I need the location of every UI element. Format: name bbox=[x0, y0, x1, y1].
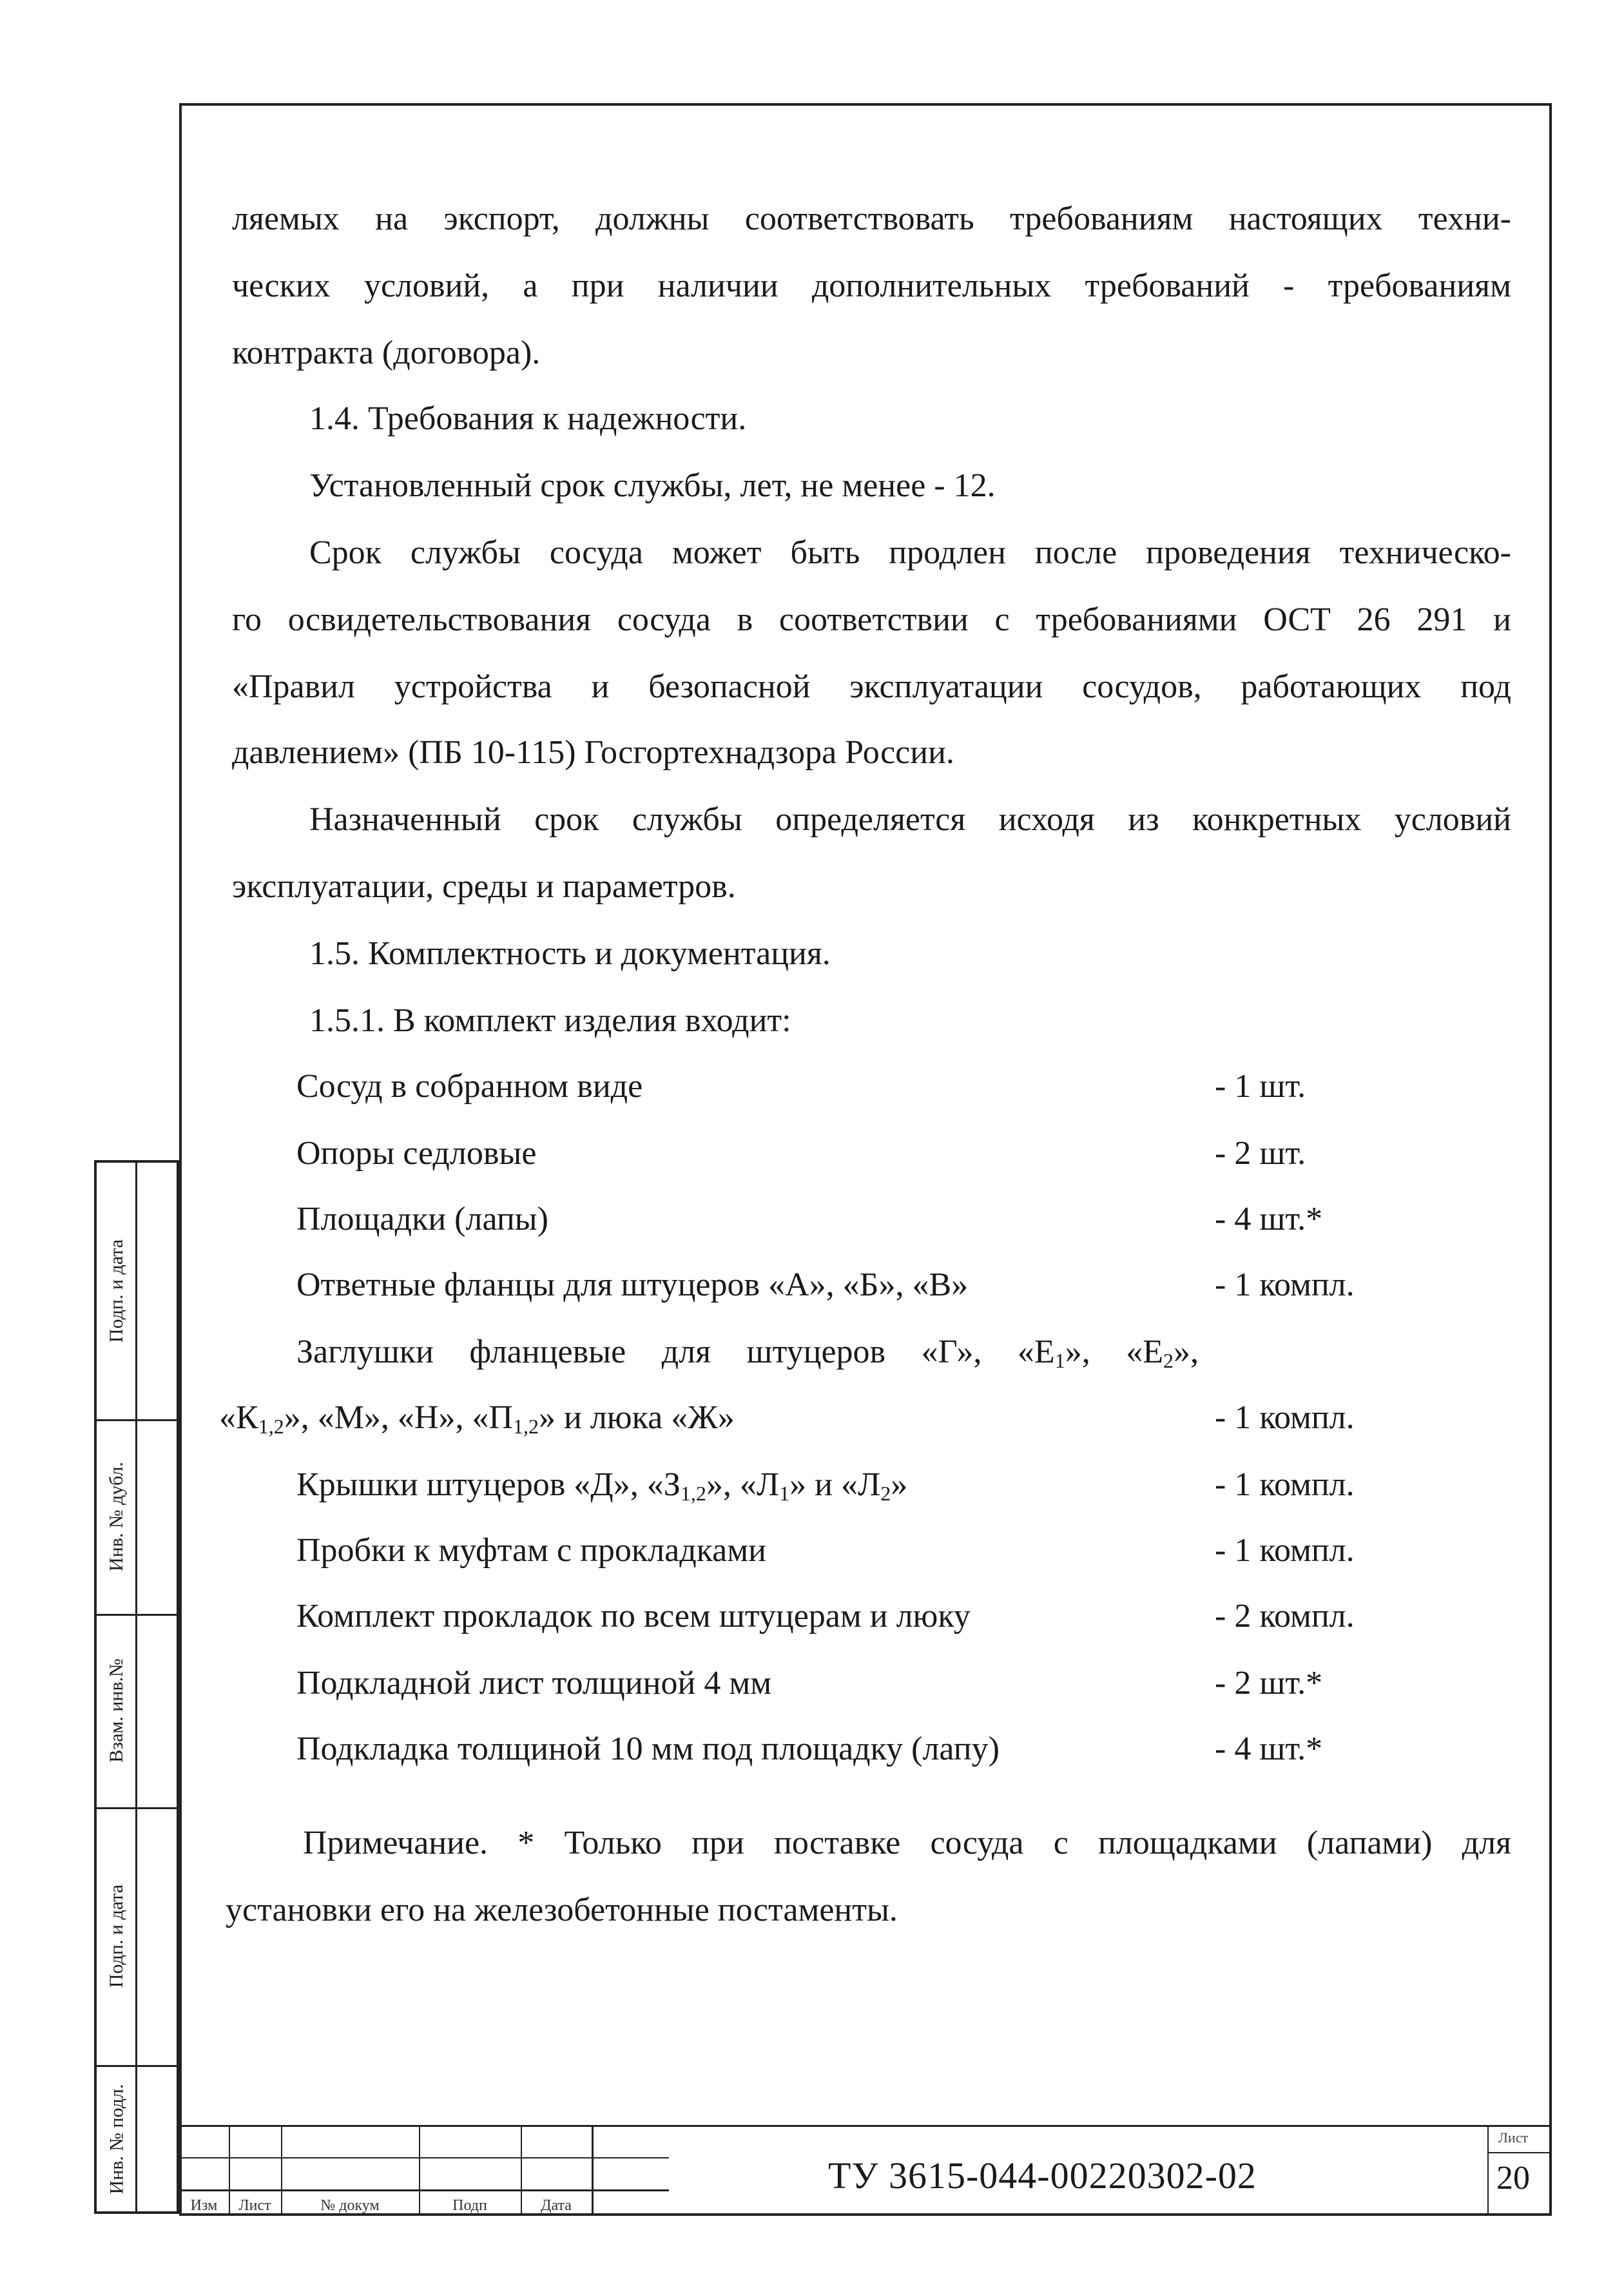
list-item: Подкладка толщиной 10 мм под площадку (лапу) bbox=[296, 1731, 1000, 1767]
list-item: «$К_{1,2}$», «М», «Н», «$П_{1,2}$» и люка «Ж» bbox=[219, 1399, 735, 1438]
list-item-qty: - 1 компл. bbox=[1215, 1399, 1355, 1436]
list-item: Крышки штуцеров «Д», «$З_{1,2}$», «$Л_1$» и «$Л_2$» bbox=[296, 1466, 908, 1505]
list-item-qty: - 2 компл. bbox=[1215, 1598, 1355, 1634]
stamp-label: Инв. № подл. bbox=[106, 2084, 127, 2195]
side-stamp bbox=[94, 1160, 179, 2214]
list-item: Комплект прокладок по всем штуцерам и люку bbox=[296, 1598, 971, 1634]
paragraph-line: эксплуатации, среды и параметров. bbox=[232, 868, 736, 905]
paragraph-line: ляемых на экспорт, должны соответствовать требованиям настоящих техни- bbox=[232, 200, 1511, 237]
tb-header: № докум bbox=[320, 2197, 380, 2214]
paragraph-line: Назначенный срок службы определяется исходя из конкретных условий bbox=[309, 801, 1511, 838]
stamp-label: Инв. № дубл. bbox=[106, 1462, 127, 1571]
tb-header: Изм bbox=[190, 2197, 218, 2214]
list-item: Сосуд в собранном виде bbox=[296, 1068, 643, 1105]
paragraph-line: «Правил устройства и безопасной эксплуатации сосудов, работающих под bbox=[232, 668, 1511, 705]
list-item: Ответные фланцы для штуцеров «А», «Б», «В» bbox=[296, 1266, 969, 1303]
list-item: Заглушки фланцевые для штуцеров «Г», «$Е_1$», «$Е_2$», bbox=[296, 1333, 1199, 1372]
list-item-qty: - 2 шт.* bbox=[1215, 1665, 1323, 1702]
list-item-qty: - 4 шт.* bbox=[1215, 1731, 1323, 1767]
stamp-label: Подп. и дата bbox=[106, 1884, 127, 1988]
sheet-label: Лист bbox=[1498, 2129, 1529, 2146]
note-line: Примечание. * Только при поставке сосуда с площадками (лапами) для bbox=[303, 1825, 1511, 1861]
paragraph-line: го освидетельствования сосуда в соответствии с требованиями ОСТ 26 291 и bbox=[232, 601, 1511, 638]
section-heading: 1.4. Требования к надежности. bbox=[309, 400, 747, 437]
list-item-qty: - 1 шт. bbox=[1215, 1068, 1306, 1105]
list-item: Подкладной лист толщиной 4 мм bbox=[296, 1665, 772, 1702]
stamp-label: Подп. и дата bbox=[106, 1239, 127, 1343]
tb-header: Подп bbox=[452, 2197, 487, 2214]
paragraph-line: Установленный срок службы, лет, не менее - 12. bbox=[309, 467, 996, 504]
section-heading: 1.5. Комплектность и документация. bbox=[309, 935, 831, 972]
list-item-qty: - 1 компл. bbox=[1215, 1532, 1355, 1569]
list-item: Пробки к муфтам с прокладками bbox=[296, 1532, 766, 1569]
section-heading: 1.5.1. В комплект изделия входит: bbox=[309, 1002, 791, 1039]
sheet-number: 20 bbox=[1496, 2160, 1530, 2197]
tb-header: Дата bbox=[541, 2197, 572, 2214]
list-item-qty: - 1 компл. bbox=[1215, 1466, 1355, 1503]
paragraph-line: ческих условий, а при наличии дополнительных требований - требованиям bbox=[232, 267, 1511, 304]
list-item: Опоры седловые bbox=[296, 1135, 537, 1172]
tb-header: Лист bbox=[238, 2197, 271, 2214]
paragraph-line: контракта (договора). bbox=[232, 335, 541, 371]
list-item-qty: - 2 шт. bbox=[1215, 1135, 1306, 1172]
list-item-qty: - 1 компл. bbox=[1215, 1266, 1355, 1303]
document-code: ТУ 3615-044-00220302-02 bbox=[828, 2155, 1257, 2197]
paragraph-line: давлением» (ПБ 10-115) Госгортехнадзора России. bbox=[232, 734, 954, 771]
list-item-qty: - 4 шт.* bbox=[1215, 1201, 1323, 1237]
paragraph-line: Срок службы сосуда может быть продлен после проведения техническо- bbox=[309, 534, 1511, 571]
list-item: Площадки (лапы) bbox=[296, 1201, 548, 1237]
note-line: установки его на железобетонные постаменты. bbox=[226, 1892, 898, 1928]
stamp-label: Взам. инв.№ bbox=[106, 1658, 127, 1763]
